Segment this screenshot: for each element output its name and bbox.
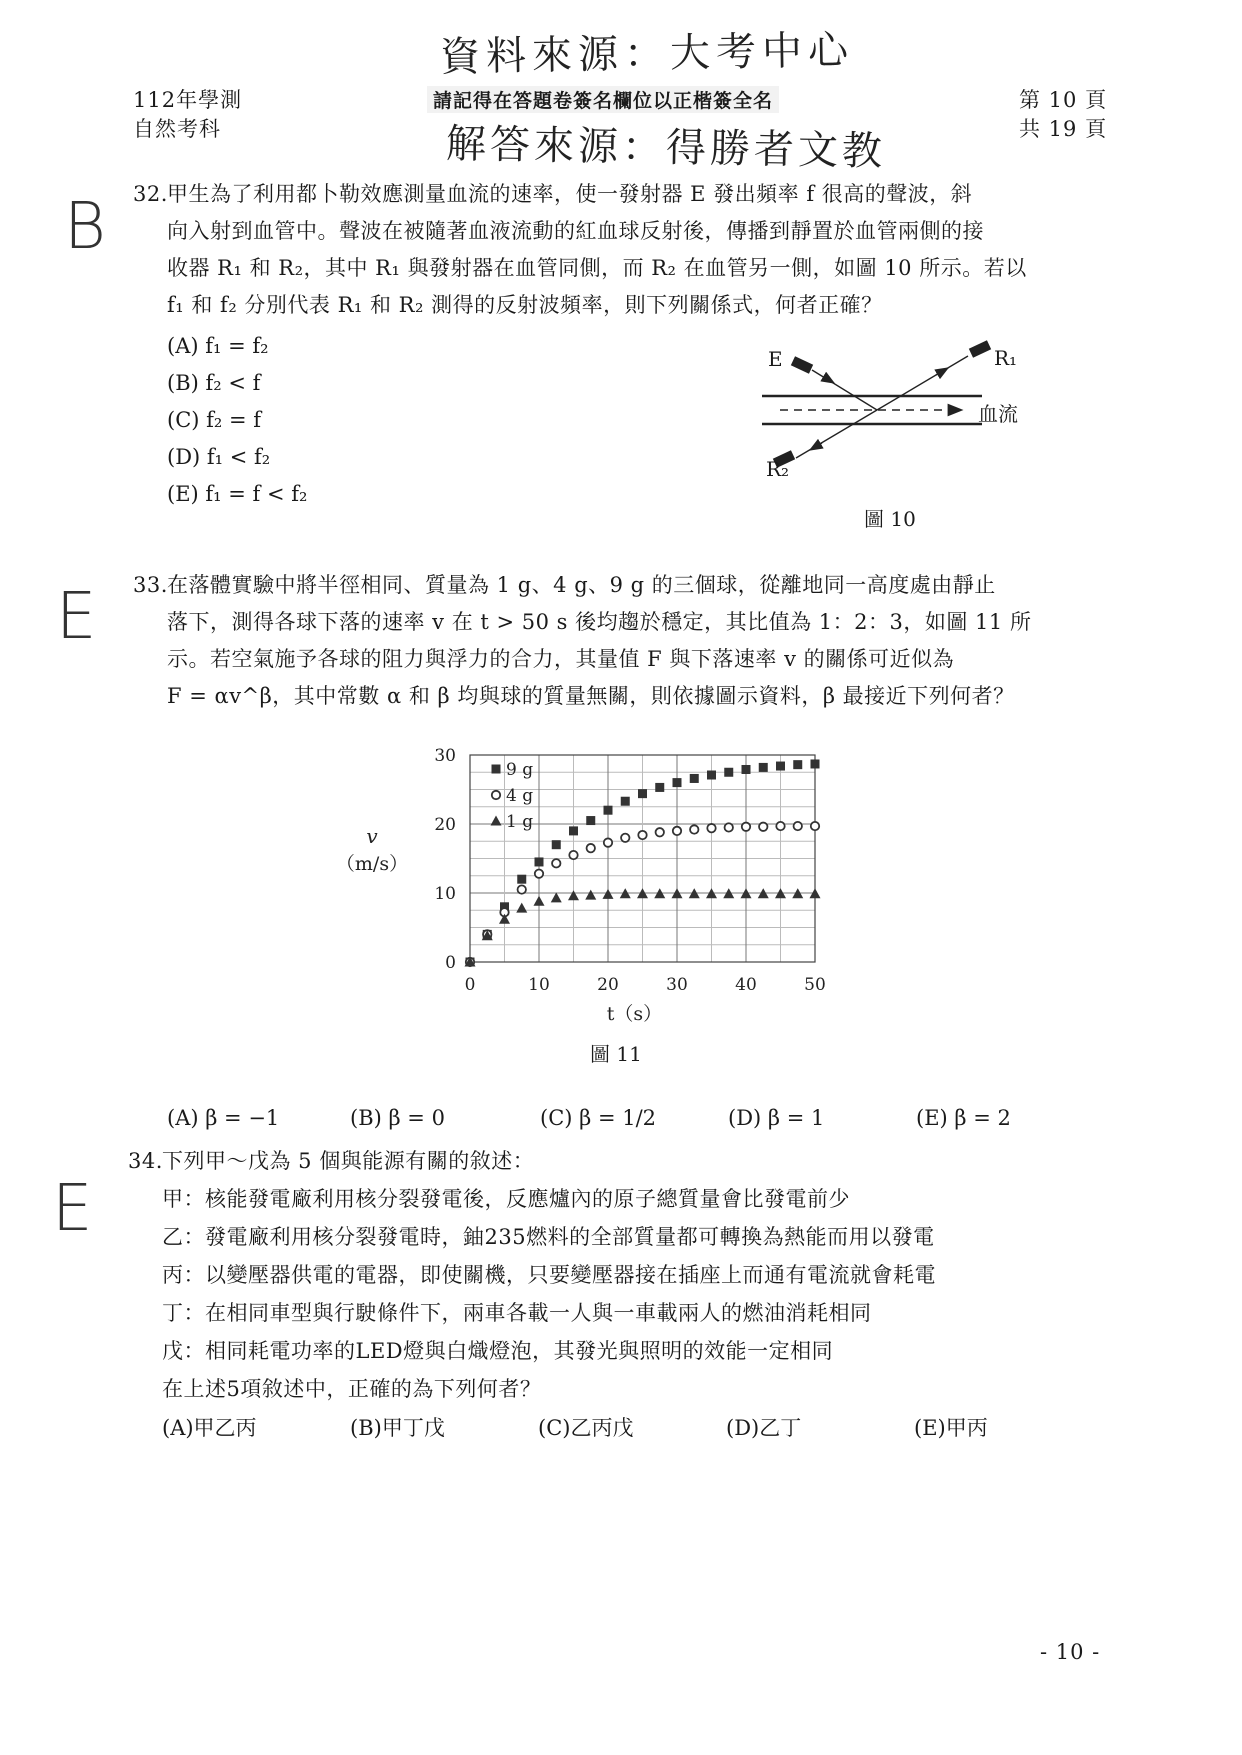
data-point-square [707, 771, 716, 780]
x-tick-label: 40 [735, 975, 757, 995]
q33-line-1: 在落體實驗中將半徑相同、質量為 1 g、4 g、9 g 的三個球，從離地同一高度處由靜止 [167, 573, 996, 597]
x-tick-label: 50 [804, 975, 826, 995]
data-point-square [776, 762, 785, 771]
x-tick-label: 0 [464, 975, 476, 995]
data-point-triangle [551, 892, 562, 902]
q34-statement-jia: 甲：核能發電廠利用核分裂發電後，反應爐內的原子總質量會比發電前少 [162, 1187, 850, 1211]
figure-10-label-r1: R₁ [994, 346, 1018, 370]
data-point-circle [621, 834, 629, 842]
y-axis-unit: （m/s） [335, 853, 409, 875]
legend-label: 4 g [506, 786, 534, 806]
q32-option-e[interactable]: (E) f₁ = f < f₂ [167, 482, 308, 506]
q34-option-c[interactable]: (C)乙丙戊 [538, 1416, 634, 1440]
legend-marker-square [492, 765, 501, 774]
q33-option-b[interactable]: (B) β = 0 [350, 1106, 445, 1130]
data-point-square [811, 759, 820, 768]
q34-question: 在上述5項敘述中，正確的為下列何者？ [162, 1377, 542, 1401]
header-subject: 自然考科 [133, 117, 221, 141]
figure-11-caption: 圖 11 [590, 1042, 642, 1066]
q33-option-e[interactable]: (E) β = 2 [916, 1106, 1011, 1130]
legend-label: 1 g [506, 812, 534, 832]
q32-number: 32. [133, 182, 168, 206]
q34-statement-yi: 乙：發電廠利用核分裂發電時，鈾235燃料的全部質量都可轉換為熱能而用以發電 [162, 1225, 935, 1249]
figure-10-label-r2: R₂ [766, 457, 790, 481]
figure-10-caption: 圖 10 [864, 507, 916, 531]
data-point-circle [638, 831, 646, 839]
data-point-square [621, 797, 630, 806]
data-point-circle [690, 825, 698, 833]
data-point-circle [725, 823, 733, 831]
reflected-wave-r1-arrow [936, 368, 948, 375]
data-point-square [655, 783, 664, 792]
q32-answer-mark: B [64, 190, 106, 264]
data-point-square [552, 840, 561, 849]
q32-line-4: f₁ 和 f₂ 分別代表 R₁ 和 R₂ 測得的反射波頻率，則下列關係式，何者正確？ [167, 293, 883, 317]
q32-line-3: 收器 R₁ 和 R₂，其中 R₁ 與發射器在血管同側，而 R₂ 在血管另一側，如圖 10 所示。若以 [167, 256, 1027, 280]
figure-11-velocity-chart [300, 740, 860, 1030]
data-point-circle [552, 859, 560, 867]
q34-statement-bing: 丙：以變壓器供電的電器，即使關機，只要變壓器接在插座上而通有電流就會耗電 [162, 1263, 936, 1287]
q34-number: 34. [128, 1149, 163, 1173]
data-point-square [742, 765, 751, 774]
data-point-circle [776, 822, 784, 830]
x-tick-label: 20 [597, 975, 619, 995]
data-point-square [535, 857, 544, 866]
y-tick-label: 30 [434, 746, 456, 766]
data-point-circle [742, 823, 750, 831]
data-point-square [586, 816, 595, 825]
q32-line-2: 向入射到血管中。聲波在被隨著血液流動的紅血球反射後，傳播到靜置於血管兩側的接 [167, 219, 984, 243]
data-point-circle [759, 823, 767, 831]
q34-option-e[interactable]: (E)甲丙 [914, 1416, 988, 1440]
y-tick-label: 0 [445, 953, 456, 973]
q34-option-b[interactable]: (B)甲丁戊 [350, 1416, 445, 1440]
q34-option-d[interactable]: (D)乙丁 [726, 1416, 802, 1440]
figure-10-label-e: E [768, 347, 783, 371]
data-point-square [724, 768, 733, 777]
footer-page-number: - 10 - [1040, 1640, 1101, 1664]
data-point-triangle [534, 896, 545, 906]
y-tick-label: 20 [434, 815, 456, 835]
data-point-circle [587, 844, 595, 852]
incident-wave-line [812, 370, 877, 410]
receiver-r1 [969, 340, 991, 358]
x-axis-label: t（s） [606, 1003, 663, 1025]
q33-option-c[interactable]: (C) β = 1/2 [540, 1106, 657, 1130]
q33-line-4: F = αv^β，其中常數 α 和 β 均與球的質量無關，則依據圖示資料，β 最接近下列何者？ [167, 684, 1015, 708]
q32-option-c[interactable]: (C) f₂ = f [167, 408, 262, 432]
header-page-number: 第 10 頁 [1019, 88, 1108, 112]
q33-line-3: 示。若空氣施予各球的阻力與浮力的合力，其量值 F 與下落速率 v 的關係可近似為 [167, 647, 955, 671]
q34-intro: 下列甲～戊為 5 個與能源有關的敘述： [162, 1149, 535, 1173]
reflected-wave-r1 [877, 356, 968, 410]
reflected-wave-r2-arrow [810, 443, 822, 450]
q33-option-d[interactable]: (D) β = 1 [728, 1106, 825, 1130]
q33-option-a[interactable]: (A) β = −1 [167, 1106, 280, 1130]
data-point-triangle [568, 890, 579, 900]
q33-answer-mark: E [56, 580, 97, 654]
q32-line-1: 甲生為了利用都卜勒效應測量血流的速率，使一發射器 E 發出頻率 f 很高的聲波，斜 [167, 182, 973, 206]
signature-notice: 請記得在答題卷簽名欄位以正楷簽全名 [427, 86, 779, 113]
data-point-square [517, 875, 526, 884]
data-point-circle [811, 822, 819, 830]
q34-statement-wu: 戊：相同耗電功率的LED燈與白熾燈泡，其發光與照明的效能一定相同 [162, 1339, 834, 1363]
data-point-square [638, 789, 647, 798]
data-point-circle [656, 828, 664, 836]
data-point-circle [518, 885, 526, 893]
q34-option-a[interactable]: (A)甲乙丙 [162, 1416, 257, 1440]
data-point-circle [569, 851, 577, 859]
q32-option-a[interactable]: (A) f₁ = f₂ [167, 334, 269, 358]
data-point-circle [707, 824, 715, 832]
data-point-circle [604, 838, 612, 846]
incident-wave-arrow [824, 377, 834, 383]
q32-option-b[interactable]: (B) f₂ < f [167, 371, 261, 395]
data-point-square [569, 826, 578, 835]
handwritten-answer-source-note: 解答來源：得勝者文教 [445, 121, 887, 175]
data-point-triangle [603, 889, 614, 899]
data-point-square [673, 778, 682, 787]
q33-number: 33. [133, 573, 168, 597]
data-point-square [604, 806, 613, 815]
q34-statement-ding: 丁：在相同車型與行駛條件下，兩車各載一人與一車載兩人的燃油消耗相同 [162, 1301, 872, 1325]
legend-label: 9 g [506, 760, 534, 780]
data-point-square [690, 774, 699, 783]
legend-marker-triangle [491, 816, 502, 826]
data-point-triangle [585, 890, 596, 900]
emitter-e [791, 356, 813, 374]
figure-10-label-flow: 血流 [978, 402, 1018, 426]
q32-option-d[interactable]: (D) f₁ < f₂ [167, 445, 271, 469]
q34-answer-mark: E [52, 1172, 93, 1246]
legend-marker-circle [492, 791, 500, 799]
handwritten-source-note: 資料來源：大考中心 [439, 27, 855, 81]
data-point-circle [673, 827, 681, 835]
data-point-square [759, 763, 768, 772]
q33-line-2: 落下，測得各球下落的速率 v 在 t > 50 s 後均趨於穩定，其比值為 1：2：3，如圖 11 所 [167, 610, 1032, 634]
y-axis-label: v [366, 824, 378, 848]
header-total-pages: 共 19 頁 [1019, 117, 1108, 141]
reflected-wave-r2 [796, 410, 877, 458]
header-exam-name: 112年學測 [133, 88, 243, 112]
y-tick-label: 10 [434, 884, 456, 904]
data-point-square [793, 760, 802, 769]
x-tick-label: 10 [528, 975, 550, 995]
x-tick-label: 30 [666, 975, 688, 995]
data-point-circle [535, 869, 543, 877]
data-point-circle [794, 822, 802, 830]
data-point-triangle [516, 903, 527, 913]
